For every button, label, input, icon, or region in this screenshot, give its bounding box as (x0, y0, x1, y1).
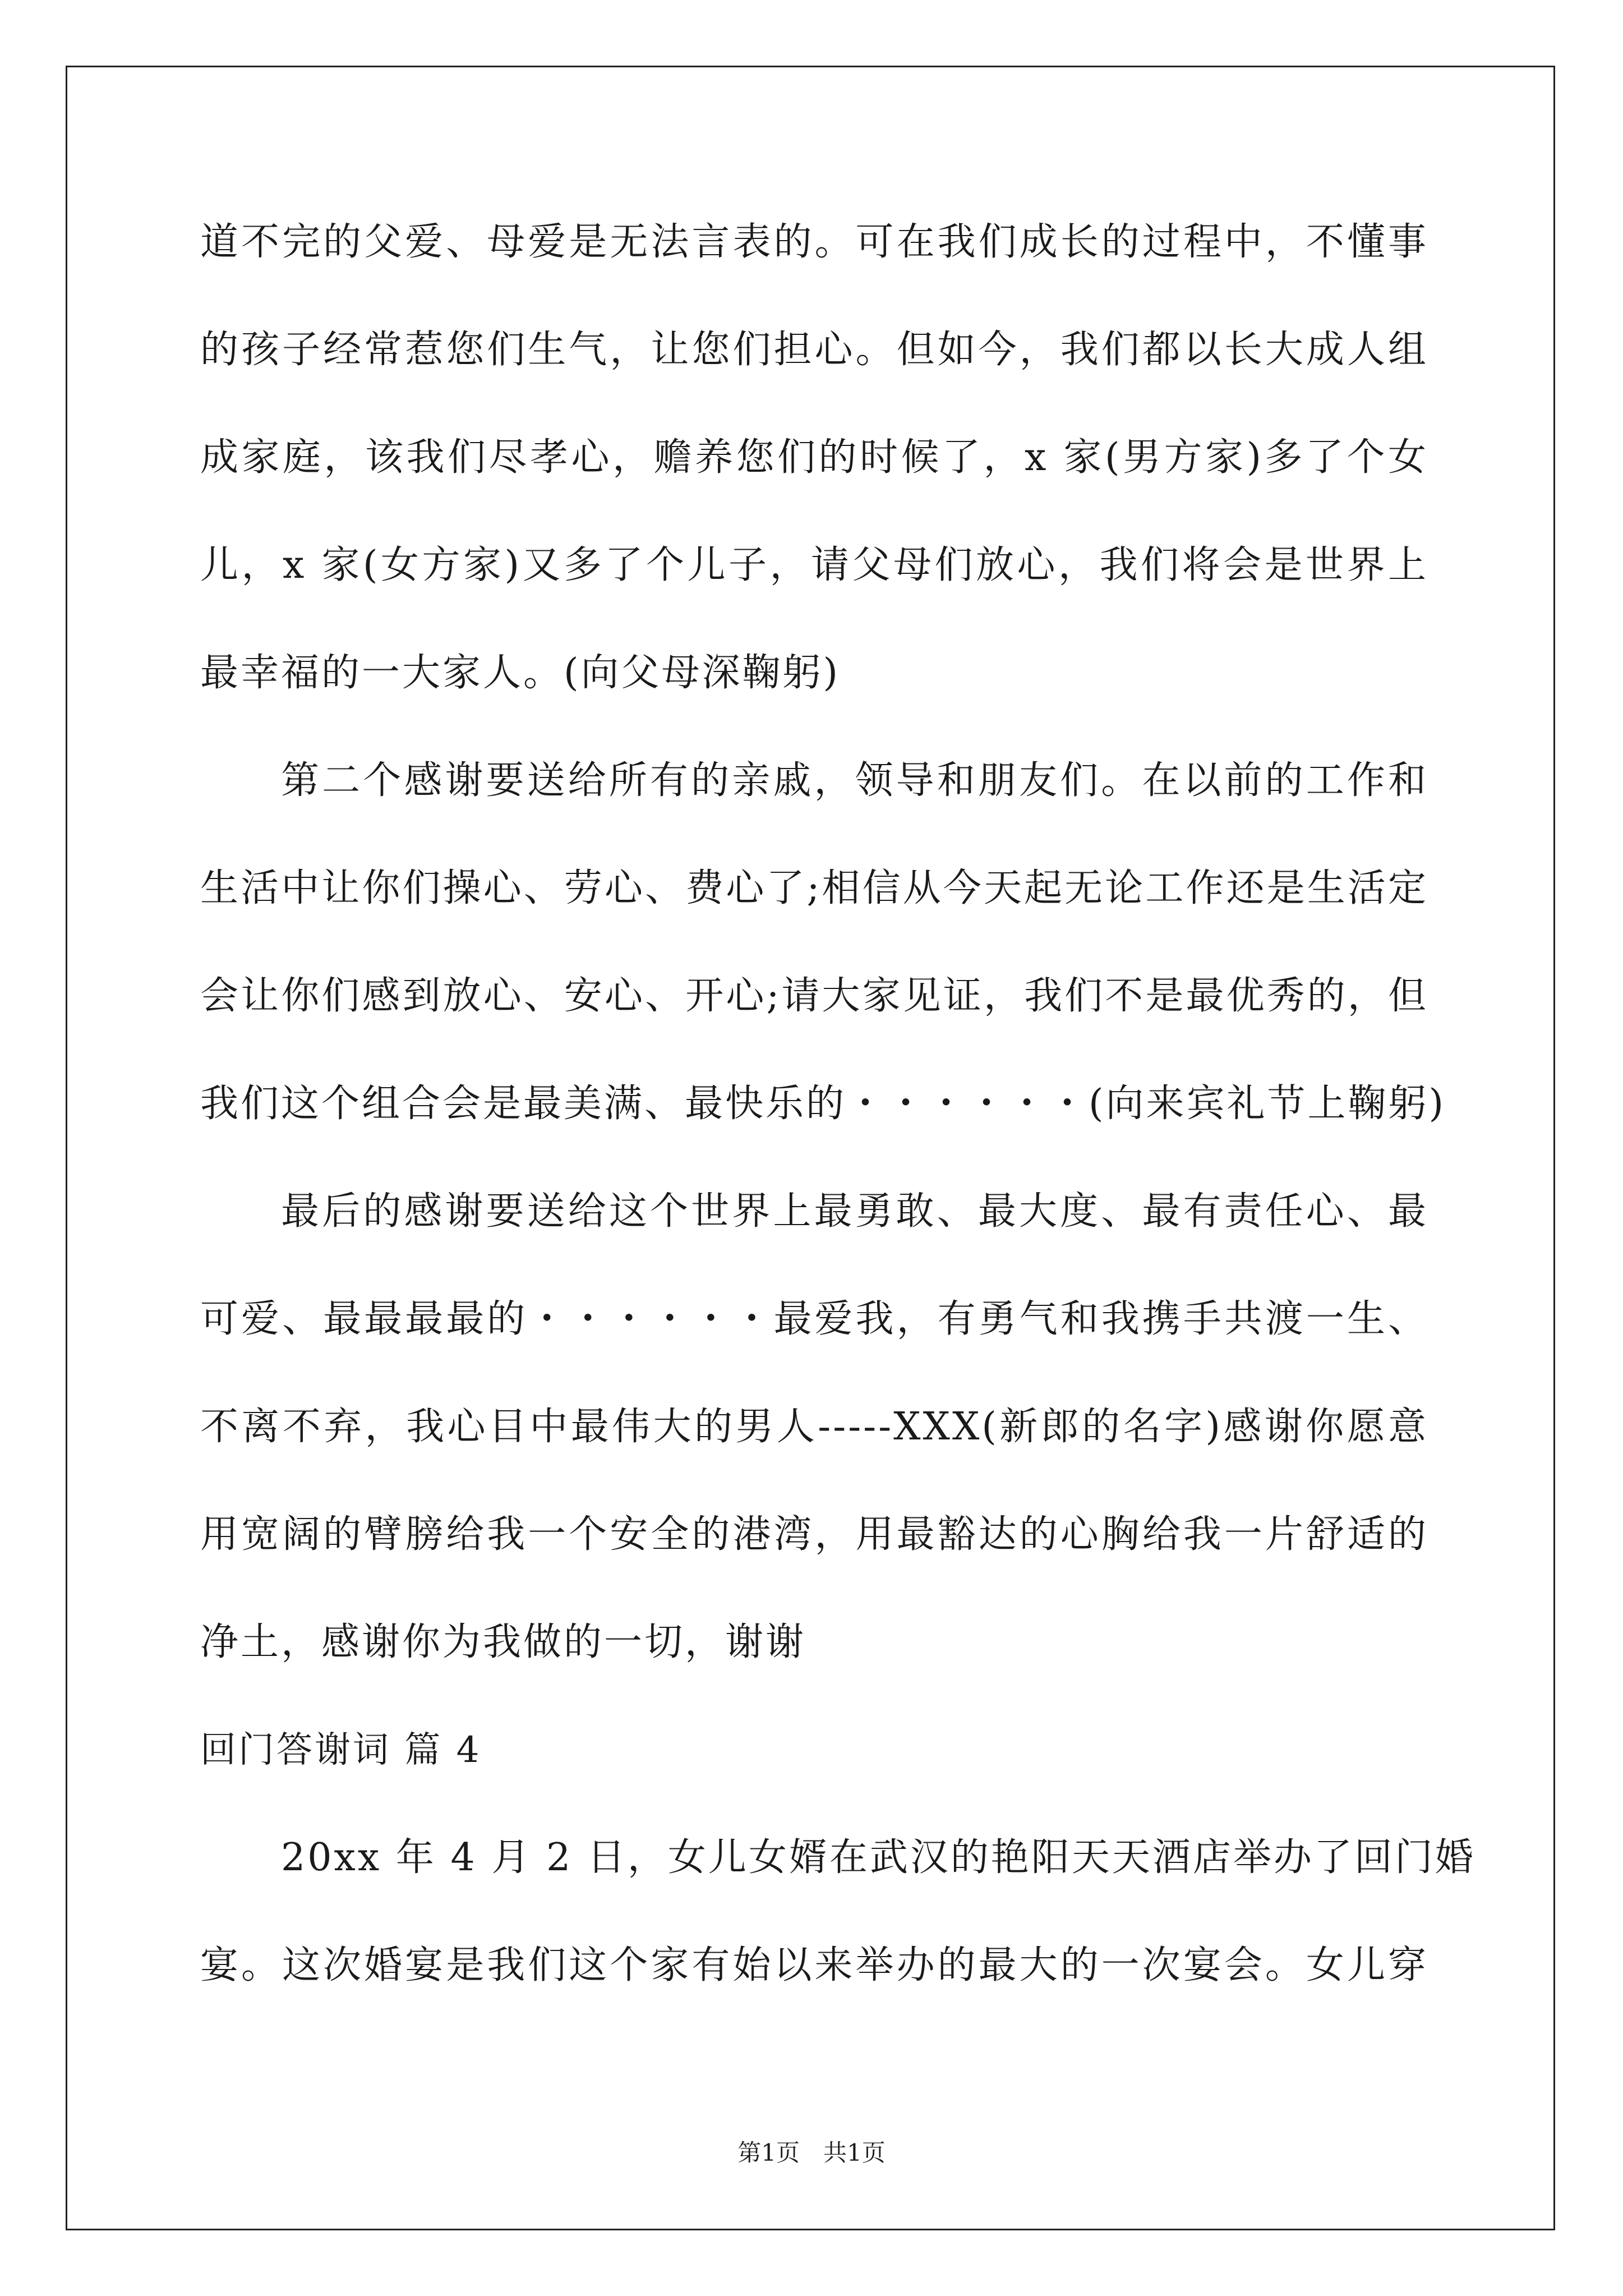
paragraph-line: 我们这个组合会是最美满、最快乐的・・・・・・(向来宾礼节上鞠躬) (200, 1082, 1446, 1126)
paragraph-line: 可爱、最最最最的・・・・・・最爱我，有勇气和我携手共渡一生、 (200, 1297, 1428, 1341)
paragraph-line: 不离不弃，我心目中最伟大的男人-----XXX(新郎的名字)感谢你愿意 (200, 1405, 1428, 1449)
paragraph-line: 最后的感谢要送给这个世界上最勇敢、最大度、最有责任心、最 (281, 1189, 1428, 1234)
page-number-footer: 第1页 共1页 (737, 2139, 886, 2166)
paragraph-line: 的孩子经常惹您们生气，让您们担心。但如今，我们都以长大成人组 (200, 328, 1428, 372)
paragraph-line: 宴。这次婚宴是我们这个家有始以来举办的最大的一次宴会。女儿穿 (200, 1943, 1428, 1987)
paragraph-line: 用宽阔的臂膀给我一个安全的港湾，用最豁达的心胸给我一片舒适的 (200, 1512, 1428, 1557)
paragraph-line: 净土，感谢你为我做的一切，谢谢 (200, 1620, 806, 1664)
paragraph-line: 道不完的父爱、母爱是无法言表的。可在我们成长的过程中，不懂事 (200, 220, 1428, 264)
section-heading: 回门答谢词 篇 4 (200, 1729, 482, 1771)
paragraph-line: 会让你们感到放心、安心、开心;请大家见证，我们不是最优秀的，但 (200, 974, 1428, 1018)
paragraph-line: 儿，x 家(女方家)又多了个儿子，请父母们放心，我们将会是世界上 (200, 543, 1428, 587)
paragraph-line: 第二个感谢要送给所有的亲戚，领导和朋友们。在以前的工作和 (281, 758, 1428, 803)
paragraph-line: 20xx 年 4 月 2 日，女儿女婿在武汉的艳阳天天酒店举办了回门婚 (281, 1835, 1476, 1880)
paragraph-line: 成家庭，该我们尽孝心，赡养您们的时候了，x 家(男方家)多了个女 (200, 435, 1428, 480)
paragraph-line: 生活中让你们操心、劳心、费心了;相信从今天起无论工作还是生活定 (200, 866, 1428, 910)
document-body (200, 188, 1476, 2019)
paragraph-line: 最幸福的一大家人。(向父母深鞠躬) (200, 651, 841, 695)
